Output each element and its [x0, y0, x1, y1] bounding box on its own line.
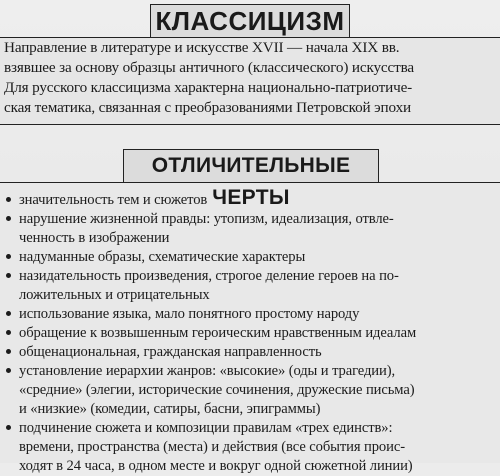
feature-item [0, 324, 500, 343]
feature-item [0, 305, 500, 324]
feature-text-line: и «низкие» (комедии, сатиры, басни, эпиграммы) [19, 401, 321, 417]
feature-text-line: назидательность произведения, строгое деление героев на по- [19, 268, 399, 284]
feature-text-line: надуманные образы, схематические характеры [19, 249, 306, 265]
feature-text-line: установление иерархии жанров: «высокие» (оды и трагедии), [19, 363, 396, 379]
feature-item [0, 343, 500, 362]
feature-text-line: общенациональная, гражданская направленность [19, 344, 322, 360]
feature-text-line: ченность в изображении [19, 230, 170, 246]
feature-text-line: значительность тем и сюжетов [19, 192, 208, 208]
definition-text [4, 38, 496, 118]
features-heading: ОТЛИЧИТЕЛЬНЫЕ ЧЕРТЫ [123, 149, 379, 183]
feature-text-line: использование языка, мало понятного простому народу [19, 306, 360, 322]
bullet-icon [6, 330, 11, 335]
feature-item [0, 419, 500, 476]
feature-item [0, 267, 500, 305]
feature-item [0, 210, 500, 248]
bullet-icon [6, 254, 11, 259]
definition-line: взявшее за основу образцы античного (классического) искусства [4, 59, 415, 76]
feature-text-line: ходят в 24 часа, в одном месте и вокруг одной сюжетной линии) [19, 458, 413, 474]
feature-text-line: ложительных и отрицательных [19, 287, 210, 303]
feature-list [0, 191, 500, 476]
bullet-icon [6, 197, 11, 202]
definition-line: ская тематика, связанная с преобразованиями Петровской эпохи [4, 99, 412, 116]
feature-text-line: времени, пространства (места) и действия (все события проис- [19, 439, 405, 455]
bullet-icon [6, 273, 11, 278]
definition-line: Для русского классицизма характерна национально-патриотиче- [4, 79, 413, 96]
feature-text-line: нарушение жизненной правды: утопизм, идеализация, отвле- [19, 211, 394, 227]
feature-item [0, 248, 500, 267]
bullet-icon [6, 349, 11, 354]
bullet-icon [6, 368, 11, 373]
bullet-icon [6, 216, 11, 221]
feature-text-line: обращение к возвышенным героическим нравственным идеалам [19, 325, 417, 341]
definition-line: Направление в литературе и искусстве XVII — начала XIX вв. [4, 39, 400, 56]
definition-panel [0, 37, 500, 125]
feature-text-line: «средние» (элегии, исторические сочинения, дружеские письма) [19, 382, 415, 398]
bullet-icon [6, 425, 11, 430]
feature-text-line: подчинение сюжета и композиции правилам «трех единств»: [19, 420, 393, 436]
page-title: КЛАССИЦИЗМ [150, 4, 350, 38]
features-panel [0, 182, 500, 474]
feature-item [0, 362, 500, 419]
bullet-icon [6, 311, 11, 316]
